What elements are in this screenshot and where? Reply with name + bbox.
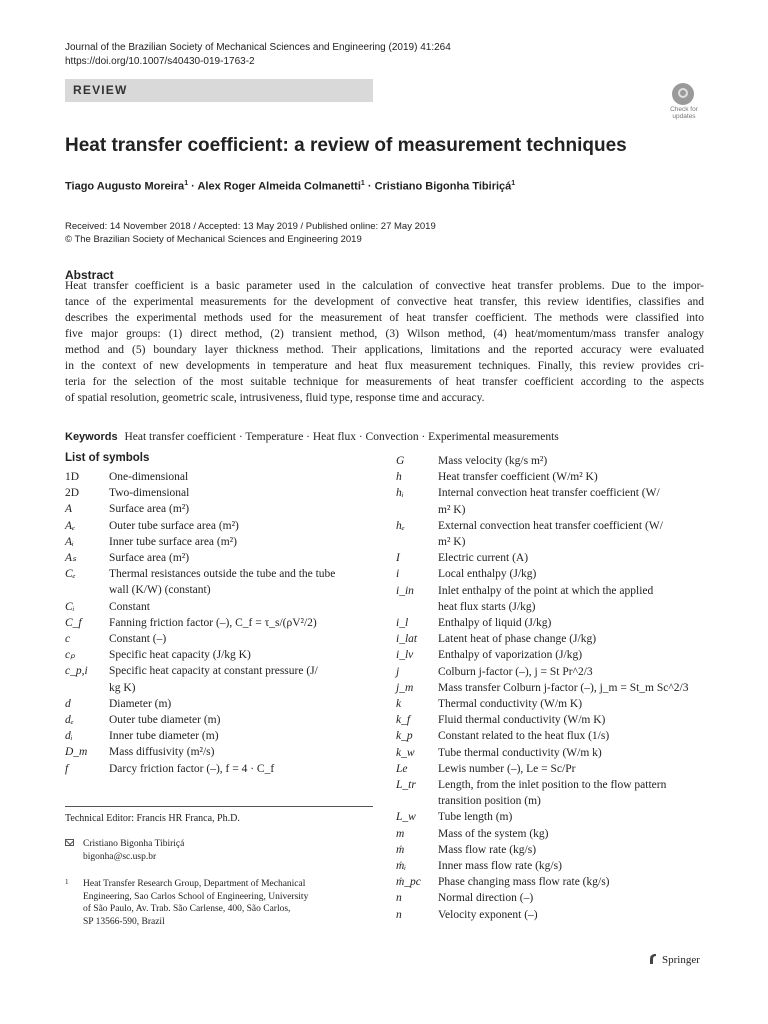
symbol: L_w — [396, 811, 416, 824]
symbol-row — [396, 696, 706, 712]
symbol-row — [396, 583, 706, 615]
symbol: 1D — [65, 471, 80, 483]
abstract-line: describes the experimental methods used for the measurement of heat transfer coefficient. The methods were classified into — [65, 312, 704, 324]
symbol-description: kg K) — [109, 681, 136, 694]
symbol: d — [65, 697, 71, 710]
abstract-line: of spatial resolution, geometric scale, intrusiveness, fluid type, response time and accuracy. — [65, 392, 485, 404]
corresponding-author — [65, 838, 184, 864]
symbol-description: Mass of the system (kg) — [438, 827, 549, 840]
affiliation-line: Heat Transfer Research Group, Department of Mechanical — [83, 879, 306, 889]
symbol-description: Tube thermal conductivity (W/m k) — [438, 746, 602, 759]
abstract-heading: Abstract — [65, 268, 114, 282]
symbol-row — [396, 712, 706, 728]
symbol-description: Local enthalpy (J/kg) — [438, 568, 537, 581]
symbol-description: Inner tube diameter (m) — [109, 730, 219, 743]
symbol-row — [65, 566, 375, 598]
check-updates-icon — [672, 83, 694, 105]
symbol: Cᵢ — [65, 600, 75, 613]
symbol: hᵢ — [396, 487, 404, 500]
symbol-description: Outer tube diameter (m) — [109, 714, 221, 727]
affiliation — [65, 878, 308, 928]
symbols-heading: List of symbols — [65, 452, 150, 464]
symbol-row — [396, 858, 706, 874]
symbol-row — [65, 615, 375, 631]
springer-horse-icon — [648, 953, 658, 965]
symbol: L_tr — [396, 779, 416, 792]
symbol-row — [396, 550, 706, 566]
author-name[interactable]: Tiago Augusto Moreira — [65, 180, 185, 193]
symbol-row — [65, 485, 375, 501]
affiliation-line: of São Paulo, Av. Trab. São Carlense, 400, São Carlos, — [83, 904, 291, 914]
symbol: m — [396, 827, 405, 840]
symbol: D_m — [65, 746, 88, 759]
doi-link[interactable]: https://doi.org/10.1007/s40430-019-1763-2 — [65, 56, 255, 67]
symbol-row — [65, 744, 375, 760]
symbol-description: Length, from the inlet position to the flow pattern — [438, 779, 667, 792]
symbol: ṁ — [396, 843, 405, 856]
journal-header — [65, 41, 451, 69]
symbol-description: Surface area (m²) — [109, 503, 190, 516]
symbol-row — [396, 664, 706, 680]
symbol: i — [396, 568, 400, 581]
check-for-updates-button[interactable] — [664, 82, 704, 124]
symbol: h — [396, 471, 402, 484]
symbol-description: Mass velocity (kg/s m²) — [438, 455, 548, 467]
symbol-row — [396, 647, 706, 663]
symbol-description: Two-dimensional — [109, 487, 190, 500]
symbol-description: Specific heat capacity (J/kg K) — [109, 649, 251, 662]
symbol-row — [396, 809, 706, 825]
publisher-name: Springer — [662, 954, 700, 966]
symbol-description: External convection heat transfer coefficient (W/ — [438, 519, 663, 532]
keywords-text: Heat transfer coefficient · Temperature · Heat flux · Convection · Experimental measurements — [124, 431, 559, 443]
symbol-row — [396, 469, 706, 485]
symbol: i_in — [396, 584, 414, 597]
symbol: Le — [396, 762, 408, 775]
symbol-description: transition position (m) — [438, 795, 541, 808]
symbol-description: Diameter (m) — [109, 697, 172, 710]
symbol-row — [396, 453, 706, 469]
symbol-row — [396, 615, 706, 631]
corresponding-email[interactable]: bigonha@sc.usp.br — [83, 852, 157, 862]
symbol-row — [396, 777, 706, 809]
symbol: c_p,i — [65, 665, 88, 678]
symbol: i_lv — [396, 649, 414, 662]
dates-line: Received: 14 November 2018 / Accepted: 13 May 2019 / Published online: 27 May 2019 — [65, 221, 436, 232]
author-separator: · — [188, 180, 198, 193]
symbol-row — [396, 874, 706, 890]
symbol-row — [396, 842, 706, 858]
symbol: 2D — [65, 487, 80, 500]
symbol-description: m² K) — [438, 536, 466, 549]
symbol-row — [65, 728, 375, 744]
envelope-icon — [65, 839, 74, 846]
symbol-description: m² K) — [438, 503, 466, 516]
symbol: n — [396, 892, 402, 905]
symbol-description: Phase changing mass flow rate (kg/s) — [438, 876, 610, 889]
symbol-row — [396, 745, 706, 761]
check-updates-line1: Check for — [670, 106, 698, 113]
symbol: dₑ — [65, 714, 74, 727]
symbol: ṁᵢ — [396, 860, 407, 873]
symbol-row — [396, 566, 706, 582]
symbol-description: Outer tube surface area (m²) — [109, 519, 239, 532]
symbol-description: wall (K/W) (constant) — [109, 584, 211, 597]
publisher-logo — [648, 953, 700, 966]
symbol-description: Mass diffusivity (m²/s) — [109, 746, 215, 759]
symbol-row — [65, 696, 375, 712]
symbol: Aₛ — [65, 552, 77, 565]
abstract-line: teria for the selection of the most suitable technique for measurements of heat transfer coefficient according to the aspects — [65, 376, 704, 388]
symbol-description: Latent heat of phase change (J/kg) — [438, 633, 597, 646]
symbol: j — [396, 665, 400, 678]
technical-editor: Technical Editor: Francis HR Franca, Ph.D. — [65, 813, 240, 824]
symbol-description: Surface area (m²) — [109, 552, 190, 565]
symbol-row — [65, 550, 375, 566]
symbol-description: Fluid thermal conductivity (W/m K) — [438, 714, 606, 727]
symbol-description: Mass transfer Colburn j-factor (–), j_m = St_m Sc^2/3 — [438, 681, 689, 694]
symbol: ṁ_pc — [396, 876, 421, 889]
symbol: hₑ — [396, 519, 405, 532]
symbol: i_l — [396, 617, 409, 630]
abstract-body — [65, 278, 704, 406]
publication-dates — [65, 220, 436, 246]
symbol-description: Constant — [109, 600, 150, 613]
check-updates-line2: updates — [672, 113, 696, 120]
symbol: k_p — [396, 730, 413, 743]
symbol: dᵢ — [65, 730, 73, 743]
symbol: k_f — [396, 714, 411, 727]
abstract-line: method and (5) boundary layer thickness method. Their applications, limitations and the reported accuracy were evaluated — [65, 344, 704, 356]
abstract-line: five major groups: (1) direct method, (2) transient method, (3) Wilson method, (4) heat/momentum/mass transfer analogy — [65, 328, 704, 340]
symbol-row — [396, 518, 706, 550]
symbol-description: Velocity exponent (–) — [438, 908, 538, 921]
symbol-description: Enthalpy of liquid (J/kg) — [438, 617, 552, 630]
symbol-row — [396, 890, 706, 906]
symbol-row — [65, 518, 375, 534]
copyright-line: © The Brazilian Society of Mechanical Sciences and Engineering 2019 — [65, 234, 362, 245]
author-name[interactable]: Alex Roger Almeida Colmanetti — [197, 180, 361, 193]
symbol-description: Constant related to the heat flux (1/s) — [438, 730, 610, 743]
symbol: cₚ — [65, 649, 76, 662]
symbol: Cₑ — [65, 568, 76, 581]
symbol-description: Fanning friction factor (–), C_f = τ_s/(ρV²/2) — [109, 616, 317, 629]
symbol: c — [65, 633, 71, 646]
corresponding-name: Cristiano Bigonha Tibiriçá — [83, 839, 185, 849]
footnote-divider — [65, 806, 373, 807]
abstract-line: Heat transfer coefficient is a basic parameter used in the calculation of convective heat transfer problems. Due to the impor- — [65, 280, 704, 292]
symbol-description: heat flux starts (J/kg) — [438, 600, 536, 613]
keywords-heading: Keywords — [65, 431, 118, 443]
symbol: Aₑ — [65, 519, 76, 532]
symbol: I — [396, 552, 400, 565]
symbol-row — [65, 501, 375, 517]
author-name[interactable]: Cristiano Bigonha Tibiriçá — [374, 180, 512, 193]
symbol-description: One-dimensional — [109, 471, 189, 483]
affiliation-line: Engineering, Sao Carlos School of Engineering, University — [83, 891, 309, 902]
symbol: j_m — [396, 681, 414, 694]
symbol-row — [396, 907, 706, 923]
symbol-description: Lewis number (–), Le = Sc/Pr — [438, 762, 576, 775]
symbols-left-column — [65, 469, 375, 777]
symbol-row — [65, 599, 375, 615]
symbol: i_lat — [396, 633, 418, 646]
symbol-row — [65, 647, 375, 663]
symbol: Aᵢ — [65, 535, 74, 548]
symbol-description: Thermal conductivity (W/m K) — [438, 698, 583, 711]
symbol-row — [65, 663, 375, 695]
symbol-row — [396, 680, 706, 696]
symbol-description: Inner mass flow rate (kg/s) — [438, 860, 562, 873]
author-affiliation-mark: 1 — [511, 180, 516, 187]
symbol-description: Electric current (A) — [438, 552, 529, 565]
symbol-row — [396, 728, 706, 744]
symbol-row — [396, 631, 706, 647]
symbol-description: Thermal resistances outside the tube and the tube — [109, 568, 336, 581]
symbol-description: Tube length (m) — [438, 811, 513, 824]
symbol: n — [396, 908, 402, 921]
author-affiliation-mark: 1 — [360, 180, 365, 187]
symbol-row — [65, 534, 375, 550]
symbol-description: Darcy friction factor (–), f = 4 · C_f — [109, 762, 275, 775]
symbol: G — [396, 455, 405, 467]
symbol-description: Normal direction (–) — [438, 892, 534, 905]
journal-citation: Journal of the Brazilian Society of Mechanical Sciences and Engineering (2019) 41:264 — [65, 42, 451, 53]
symbol-description: Inner tube surface area (m²) — [109, 535, 237, 548]
symbols-right-column — [396, 453, 706, 923]
symbol-row — [396, 761, 706, 777]
symbol-row — [396, 485, 706, 517]
abstract-line: tance of the experimental measurements for the development of convective heat transfer, this review identifies, classifies and — [65, 296, 704, 308]
affiliation-line: SP 13566-590, Brazil — [83, 916, 165, 927]
symbol-row — [65, 631, 375, 647]
symbol-description: Heat transfer coefficient (W/m² K) — [438, 471, 598, 484]
symbol: A — [65, 503, 73, 516]
symbol: f — [65, 762, 69, 775]
symbol-row — [65, 712, 375, 728]
symbol: k_w — [396, 746, 415, 759]
author-list — [65, 180, 515, 193]
symbol: k — [396, 698, 402, 711]
symbol: C_f — [65, 616, 82, 629]
symbol-description: Internal convection heat transfer coefficient (W/ — [438, 487, 660, 500]
symbol-row — [396, 826, 706, 842]
symbol-description: Colburn j-factor (–), j = St Pr^2/3 — [438, 665, 593, 678]
symbol-description: Mass flow rate (kg/s) — [438, 843, 537, 856]
article-title: Heat transfer coefficient: a review of measurement techniques — [65, 135, 627, 156]
abstract-line: in the context of new developments in temperature and heat flux measurement techniques. Finally, this review provides cri- — [65, 360, 704, 372]
symbol-description: Inlet enthalpy of the point at which the applied — [438, 584, 654, 597]
symbol-description: Specific heat capacity at constant pressure (J/ — [109, 665, 318, 678]
symbol-description: Enthalpy of vaporization (J/kg) — [438, 649, 583, 662]
author-separator: · — [364, 180, 375, 193]
symbol-row — [65, 469, 375, 485]
keywords — [65, 431, 559, 443]
symbol-description: Constant (–) — [109, 633, 167, 646]
affiliation-number: 1 — [65, 878, 69, 886]
symbol-row — [65, 761, 375, 777]
author-affiliation-mark: 1 — [184, 180, 189, 187]
section-label: REVIEW — [73, 83, 128, 97]
section-band — [65, 79, 373, 102]
